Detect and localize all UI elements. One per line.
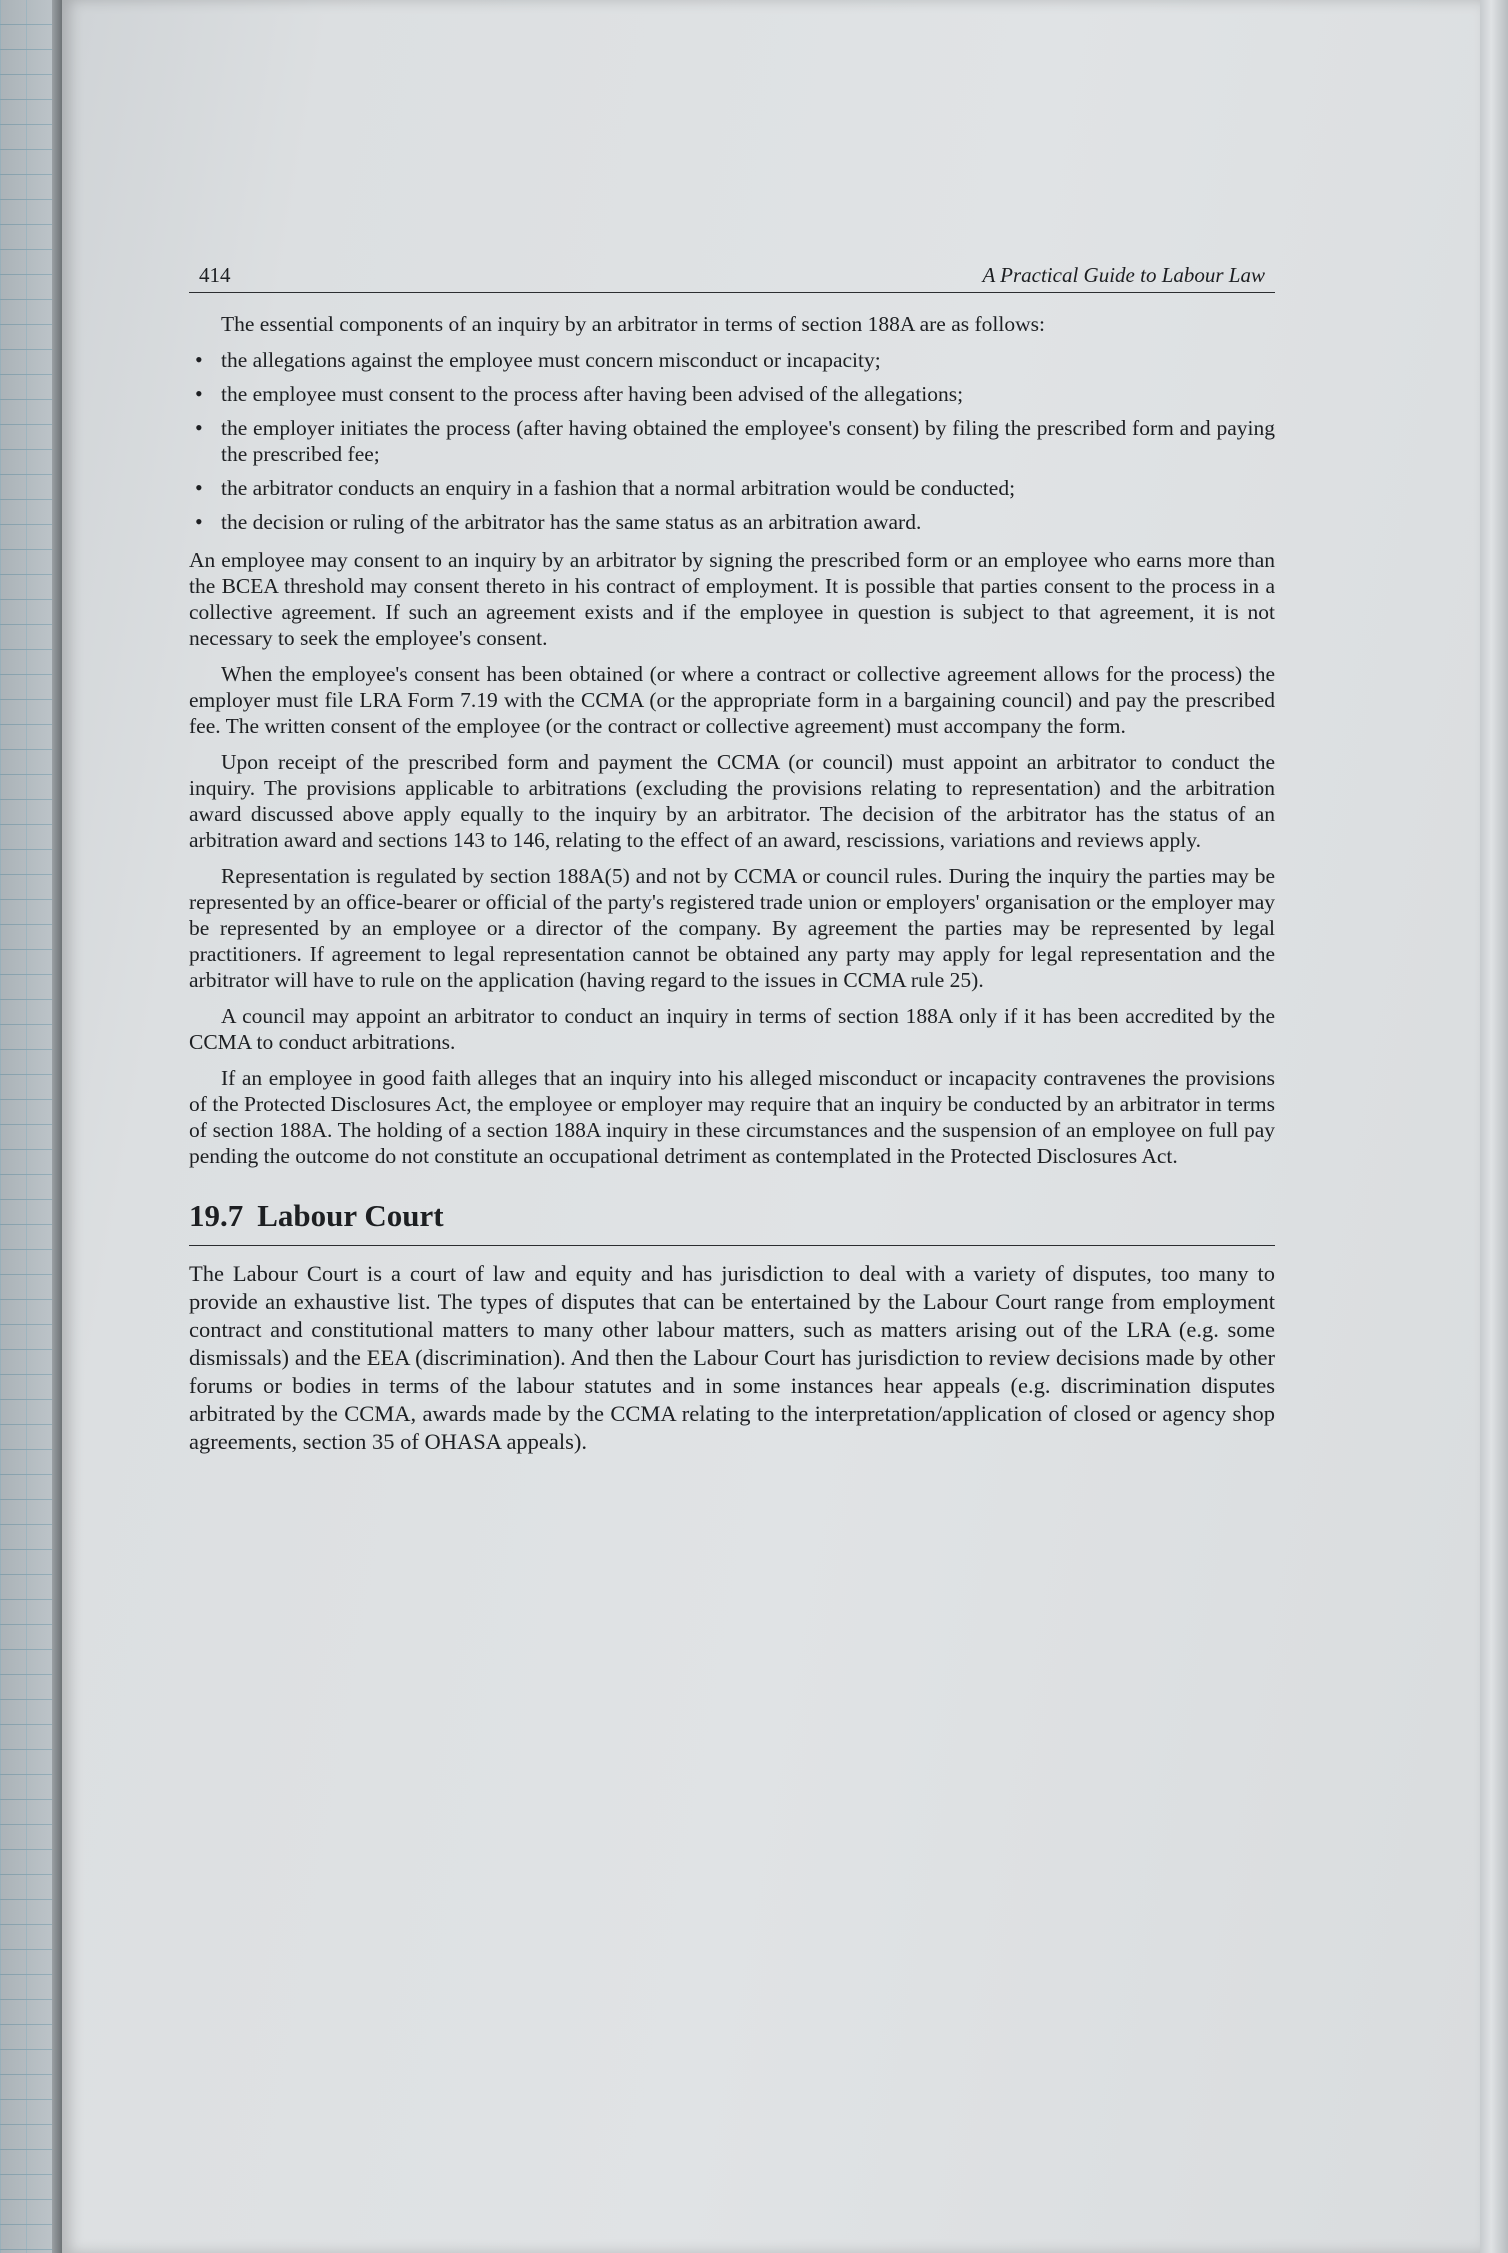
page-content xyxy=(189,262,1275,1456)
list-item-text: the employer initiates the process (after having obtained the employee's consent) by filing the prescribed form and paying the prescribed fee; xyxy=(221,416,1275,466)
bullet-icon: • xyxy=(195,381,203,406)
intro-paragraph: The essential components of an inquiry by an arbitrator in terms of section 188A are as follows: xyxy=(221,312,1045,336)
list-item xyxy=(189,509,1275,535)
bullet-icon: • xyxy=(195,347,203,372)
list-item-text: the arbitrator conducts an enquiry in a fashion that a normal arbitration would be conducted; xyxy=(221,476,1016,500)
section-paragraph: The Labour Court is a court of law and equity and has jurisdiction to deal with a variety of disputes, too many to provide an exhaustive list. The types of disputes that can be entertained by the Labour Court range from employment contract and constitutional matters to many other labour matters, such as matters arising out of the LRA (e.g. some dismissals) and the EEA (discrimination). And then the Labour Court has jurisdiction to review decisions made by other forums or bodies in terms of the labour statutes and in some instances hear appeals (e.g. discrimination disputes arbitrated by the CCMA, awards made by the CCMA relating to the interpretation/application of closed or agency shop agreements, section 35 of OHASA appeals). xyxy=(189,1261,1275,1454)
bullet-icon: • xyxy=(195,415,203,440)
page-edge-right xyxy=(1480,0,1508,2253)
list-item xyxy=(189,415,1275,467)
components-list xyxy=(189,347,1275,535)
body-text xyxy=(189,311,1275,1169)
bullet-icon: • xyxy=(195,509,203,534)
list-item-text: the allegations against the employee must concern misconduct or incapacity; xyxy=(221,348,881,372)
list-item xyxy=(189,381,1275,407)
paragraph-representation: Representation is regulated by section 188A(5) and not by CCMA or council rules. During the inquiry the parties may be represented by an office-bearer or official of the party's registered trade union or employers' organisation or the employer may be represented by an employee or a director of the company. By agreement the parties may be represented by legal practitioners. If agreement to legal representation cannot be obtained any party may apply for legal representation and the arbitrator will have to rule on the application (having regard to the issues in CCMA rule 25). xyxy=(189,864,1275,992)
list-item xyxy=(189,347,1275,373)
paragraph-form: When the employee's consent has been obtained (or where a contract or collective agreement allows for the process) the employer must file LRA Form 7.19 with the CCMA (or the appropriate form in a bargaining council) and pay the prescribed fee. The written consent of the employee (or the contract or collective agreement) must accompany the form. xyxy=(189,662,1275,738)
page-stack-left xyxy=(0,0,62,2253)
book-page xyxy=(62,0,1480,2253)
bullet-icon: • xyxy=(195,475,203,500)
grid-paper-lines xyxy=(0,0,52,2253)
section-body xyxy=(189,1260,1275,1456)
page-number: 414 xyxy=(199,263,231,287)
paragraph-council: A council may appoint an arbitrator to conduct an inquiry in terms of section 188A only if it has been accredited by the CCMA to conduct arbitrations. xyxy=(189,1004,1275,1054)
section-number: 19.7 xyxy=(189,1198,244,1233)
list-item-text: the employee must consent to the process after having been advised of the allegations; xyxy=(221,382,964,406)
paragraph-consent: An employee may consent to an inquiry by an arbitrator by signing the prescribed form or an employee who earns more than the BCEA threshold may consent thereto in his contract of employment. It is possible that parties consent to the process in a collective agreement. If such an agreement exists and if the employee in question is subject to that agreement, it is not necessary to seek the employee's consent. xyxy=(189,548,1275,650)
book-title: A Practical Guide to Labour Law xyxy=(982,263,1265,287)
paragraph-appointment: Upon receipt of the prescribed form and payment the CCMA (or council) must appoint an arbitrator to conduct the inquiry. The provisions applicable to arbitrations (excluding the provisions relating to representation) and the arbitration award discussed above apply equally to the inquiry by an arbitrator. The decision of the arbitrator has the status of an arbitration award and sections 143 to 146, relating to the effect of an award, rescissions, variations and reviews apply. xyxy=(189,750,1275,852)
list-item-text: the decision or ruling of the arbitrator has the same status as an arbitration award. xyxy=(221,510,922,534)
paragraph-protected-disclosures: If an employee in good faith alleges that an inquiry into his alleged misconduct or incapacity contravenes the provisions of the Protected Disclosures Act, the employee or employer may require that an inquiry be conducted by an arbitrator in terms of section 188A. The holding of a section 188A inquiry in these circumstances and the suspension of an employee on full pay pending the outcome do not constitute an occupational detriment as contemplated in the Protected Disclosures Act. xyxy=(189,1066,1275,1168)
running-header xyxy=(189,262,1275,293)
section-title: Labour Court xyxy=(257,1198,444,1233)
section-heading xyxy=(189,1197,1275,1246)
list-item xyxy=(189,475,1275,501)
